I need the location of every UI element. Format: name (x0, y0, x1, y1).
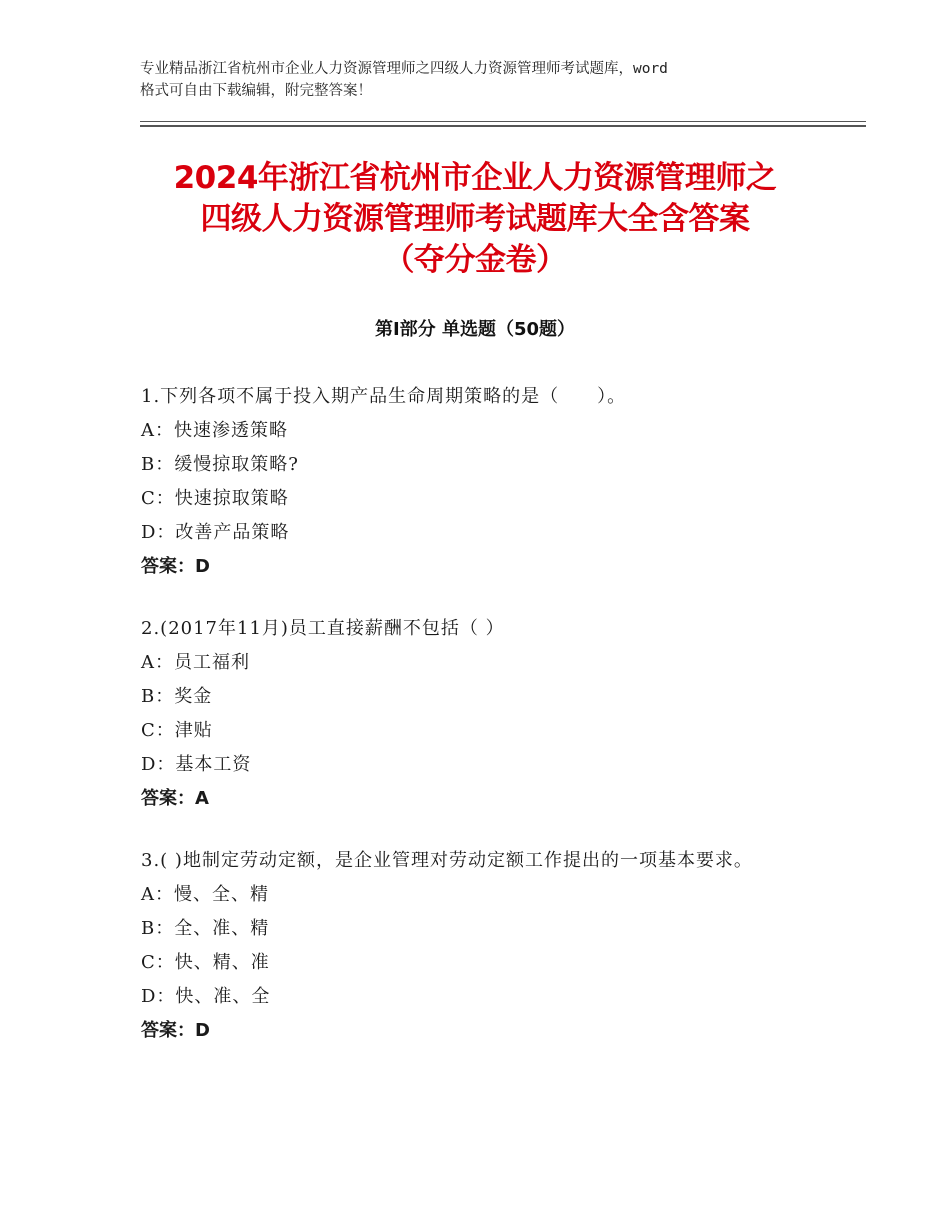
header-divider-thin (140, 121, 866, 122)
question-stem: 2.(2017年11月)员工直接薪酬不包括（ ） (141, 618, 505, 639)
option-b: B：缓慢掠取策略? (141, 454, 299, 475)
document-title-line-1: 2024年浙江省杭州市企业人力资源管理师之 (173, 160, 777, 196)
option-b: B：奖金 (141, 686, 213, 707)
question-1 (141, 380, 821, 584)
option-c: C：快、精、准 (141, 952, 270, 973)
option-d: D：改善产品策略 (141, 522, 290, 543)
option-b: B：全、准、精 (141, 918, 270, 939)
header-note-line-2: 格式可自由下载编辑，附完整答案！ (140, 83, 372, 99)
question-3 (141, 844, 821, 1048)
header-note (140, 58, 840, 102)
option-a: A：员工福利 (141, 652, 250, 673)
question-list (141, 380, 821, 1076)
document-title-line-2: 四级人力资源管理师考试题库大全含答案 (200, 201, 750, 237)
answer-label: 答案：D (141, 1020, 210, 1041)
option-c: C：津贴 (141, 720, 213, 741)
header-divider-thick (140, 125, 866, 127)
option-c: C：快速掠取策略 (141, 488, 289, 509)
option-a: A：快速渗透策略 (141, 420, 288, 441)
option-d: D：基本工资 (141, 754, 252, 775)
option-a: A：慢、全、精 (141, 884, 269, 905)
document-title-line-3: （夺分金卷） (383, 242, 567, 278)
answer-label: 答案：D (141, 556, 210, 577)
document-title (90, 158, 860, 281)
question-stem: 1.下列各项不属于投入期产品生命周期策略的是（ ）。 (141, 386, 627, 407)
option-d: D：快、准、全 (141, 986, 271, 1007)
answer-label: 答案：A (141, 788, 209, 809)
section-title: 第Ⅰ部分 单选题（50题） (374, 319, 575, 340)
header-note-line-1: 专业精品浙江省杭州市企业人力资源管理师之四级人力资源管理师考试题库，word (140, 61, 668, 77)
question-2 (141, 612, 821, 816)
question-stem: 3.( )地制定劳动定额，是企业管理对劳动定额工作提出的一项基本要求。 (141, 850, 753, 871)
